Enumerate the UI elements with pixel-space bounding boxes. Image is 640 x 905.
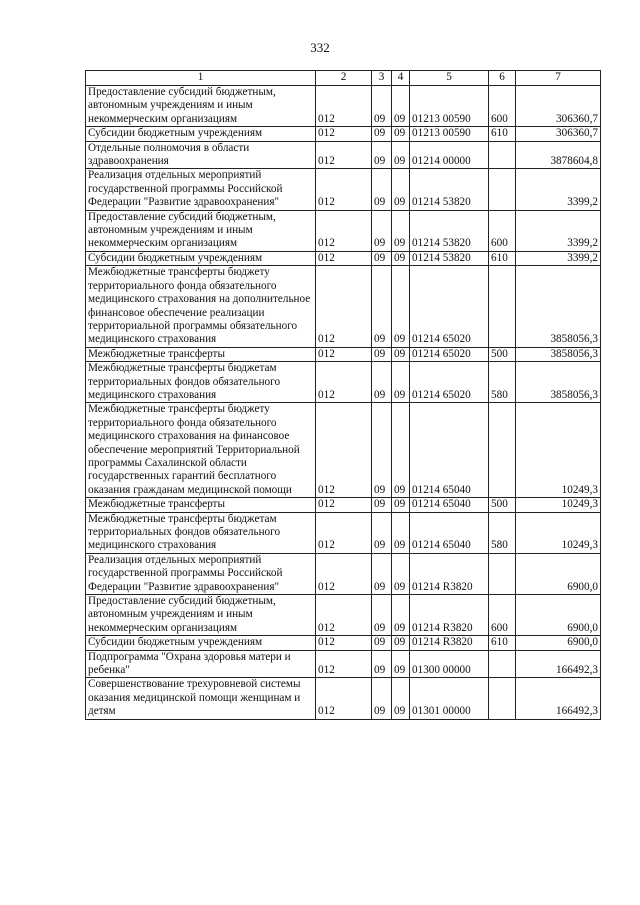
table-header <box>86 71 601 86</box>
cell-expense-type <box>489 553 516 594</box>
table-row <box>86 678 601 719</box>
cell-grbs: 012 <box>316 362 372 403</box>
budget-table <box>85 70 601 720</box>
cell-target-item: 01300 00000 <box>410 650 489 678</box>
cell-name: Предоставление субсидий бюджетным, автономным учреждениям и иным некоммерческим организациям <box>86 86 316 127</box>
cell-subsection: 09 <box>392 498 410 512</box>
cell-target-item: 01214 65040 <box>410 498 489 512</box>
cell-expense-type <box>489 141 516 169</box>
table-row <box>86 403 601 498</box>
cell-section: 09 <box>372 595 392 636</box>
table-row <box>86 127 601 141</box>
cell-grbs: 012 <box>316 127 372 141</box>
cell-section: 09 <box>372 403 392 498</box>
header-col-3: 3 <box>372 71 392 86</box>
cell-target-item: 01214 R3820 <box>410 553 489 594</box>
table-row <box>86 251 601 265</box>
cell-grbs: 012 <box>316 251 372 265</box>
cell-section: 09 <box>372 512 392 553</box>
cell-subsection: 09 <box>392 266 410 347</box>
cell-name: Предоставление субсидий бюджетным, автономным учреждениям и иным некоммерческим организациям <box>86 595 316 636</box>
cell-expense-type: 600 <box>489 595 516 636</box>
cell-subsection: 09 <box>392 553 410 594</box>
cell-name: Межбюджетные трансферты бюджету территориального фонда обязательного медицинского страхования на дополнительное финансовое обеспечение реализации территориальной программы обязательного медицинского страхования <box>86 266 316 347</box>
cell-grbs: 012 <box>316 169 372 210</box>
cell-section: 09 <box>372 266 392 347</box>
cell-section: 09 <box>372 210 392 251</box>
cell-subsection: 09 <box>392 169 410 210</box>
cell-expense-type <box>489 266 516 347</box>
table-row <box>86 347 601 361</box>
table-row <box>86 650 601 678</box>
cell-expense-type: 600 <box>489 210 516 251</box>
cell-name: Подпрограмма "Охрана здоровья матери и ребенка" <box>86 650 316 678</box>
cell-name: Межбюджетные трансферты <box>86 498 316 512</box>
header-col-7: 7 <box>516 71 601 86</box>
cell-grbs: 012 <box>316 595 372 636</box>
cell-amount: 6900,0 <box>516 636 601 650</box>
cell-target-item: 01214 65040 <box>410 512 489 553</box>
table-row <box>86 595 601 636</box>
cell-subsection: 09 <box>392 127 410 141</box>
cell-grbs: 012 <box>316 553 372 594</box>
cell-amount: 3878604,8 <box>516 141 601 169</box>
header-col-2: 2 <box>316 71 372 86</box>
table-row <box>86 210 601 251</box>
cell-amount: 3399,2 <box>516 210 601 251</box>
cell-subsection: 09 <box>392 595 410 636</box>
cell-target-item: 01214 65040 <box>410 403 489 498</box>
cell-section: 09 <box>372 86 392 127</box>
cell-subsection: 09 <box>392 362 410 403</box>
cell-amount: 306360,7 <box>516 86 601 127</box>
table-row <box>86 498 601 512</box>
cell-name: Субсидии бюджетным учреждениям <box>86 251 316 265</box>
cell-amount: 306360,7 <box>516 127 601 141</box>
cell-name: Реализация отдельных мероприятий государственной программы Российской Федерации "Развитие здравоохранения" <box>86 553 316 594</box>
cell-name: Реализация отдельных мероприятий государственной программы Российской Федерации "Развитие здравоохранения" <box>86 169 316 210</box>
cell-section: 09 <box>372 251 392 265</box>
cell-name: Отдельные полномочия в области здравоохранения <box>86 141 316 169</box>
cell-target-item: 01214 65020 <box>410 266 489 347</box>
cell-expense-type: 580 <box>489 512 516 553</box>
cell-target-item: 01301 00000 <box>410 678 489 719</box>
cell-grbs: 012 <box>316 650 372 678</box>
cell-grbs: 012 <box>316 266 372 347</box>
table-row <box>86 512 601 553</box>
cell-target-item: 01214 53820 <box>410 251 489 265</box>
cell-amount: 6900,0 <box>516 595 601 636</box>
cell-amount: 166492,3 <box>516 678 601 719</box>
cell-amount: 3399,2 <box>516 169 601 210</box>
cell-grbs: 012 <box>316 678 372 719</box>
cell-subsection: 09 <box>392 678 410 719</box>
cell-subsection: 09 <box>392 636 410 650</box>
cell-section: 09 <box>372 553 392 594</box>
cell-expense-type: 500 <box>489 498 516 512</box>
cell-expense-type <box>489 403 516 498</box>
cell-section: 09 <box>372 498 392 512</box>
cell-amount: 166492,3 <box>516 650 601 678</box>
cell-subsection: 09 <box>392 141 410 169</box>
cell-name: Межбюджетные трансферты бюджетам территориальных фондов обязательного медицинского страхования <box>86 512 316 553</box>
header-col-6: 6 <box>489 71 516 86</box>
cell-section: 09 <box>372 362 392 403</box>
header-row <box>86 71 601 86</box>
cell-subsection: 09 <box>392 650 410 678</box>
cell-expense-type: 610 <box>489 636 516 650</box>
cell-expense-type <box>489 169 516 210</box>
cell-expense-type <box>489 650 516 678</box>
cell-target-item: 01214 00000 <box>410 141 489 169</box>
cell-amount: 3858056,3 <box>516 266 601 347</box>
cell-section: 09 <box>372 636 392 650</box>
cell-expense-type: 580 <box>489 362 516 403</box>
table-row <box>86 141 601 169</box>
cell-amount: 3858056,3 <box>516 347 601 361</box>
cell-target-item: 01214 53820 <box>410 169 489 210</box>
cell-expense-type: 600 <box>489 86 516 127</box>
cell-expense-type: 610 <box>489 127 516 141</box>
cell-target-item: 01214 65020 <box>410 362 489 403</box>
cell-name: Субсидии бюджетным учреждениям <box>86 127 316 141</box>
table-row <box>86 169 601 210</box>
cell-expense-type: 500 <box>489 347 516 361</box>
table-row <box>86 636 601 650</box>
cell-grbs: 012 <box>316 498 372 512</box>
header-col-1: 1 <box>86 71 316 86</box>
cell-name: Совершенствование трехуровневой системы оказания медицинской помощи женщинам и детям <box>86 678 316 719</box>
page-number: 332 <box>310 40 330 55</box>
cell-subsection: 09 <box>392 403 410 498</box>
table-body <box>86 86 601 720</box>
cell-target-item: 01213 00590 <box>410 127 489 141</box>
cell-subsection: 09 <box>392 210 410 251</box>
cell-expense-type: 610 <box>489 251 516 265</box>
table-row <box>86 266 601 347</box>
cell-name: Субсидии бюджетным учреждениям <box>86 636 316 650</box>
cell-target-item: 01214 65020 <box>410 347 489 361</box>
cell-section: 09 <box>372 678 392 719</box>
cell-grbs: 012 <box>316 512 372 553</box>
cell-grbs: 012 <box>316 403 372 498</box>
table-row <box>86 553 601 594</box>
cell-name: Межбюджетные трансферты бюджетам территориальных фондов обязательного медицинского страхования <box>86 362 316 403</box>
header-col-4: 4 <box>392 71 410 86</box>
cell-target-item: 01214 R3820 <box>410 595 489 636</box>
cell-name: Межбюджетные трансферты <box>86 347 316 361</box>
cell-section: 09 <box>372 127 392 141</box>
header-col-5: 5 <box>410 71 489 86</box>
cell-subsection: 09 <box>392 86 410 127</box>
cell-grbs: 012 <box>316 347 372 361</box>
cell-section: 09 <box>372 650 392 678</box>
cell-target-item: 01213 00590 <box>410 86 489 127</box>
cell-section: 09 <box>372 169 392 210</box>
cell-amount: 10249,3 <box>516 403 601 498</box>
cell-grbs: 012 <box>316 210 372 251</box>
cell-grbs: 012 <box>316 636 372 650</box>
table-row <box>86 86 601 127</box>
cell-expense-type <box>489 678 516 719</box>
cell-amount: 10249,3 <box>516 498 601 512</box>
cell-amount: 6900,0 <box>516 553 601 594</box>
table-row <box>86 362 601 403</box>
cell-name: Межбюджетные трансферты бюджету территориального фонда обязательного медицинского страхования на финансовое обеспечение мероприятий Территориальной программы Сахалинской области государственных гарантий бесплатного оказания гражданам медицинской помощи <box>86 403 316 498</box>
cell-grbs: 012 <box>316 141 372 169</box>
cell-section: 09 <box>372 141 392 169</box>
cell-grbs: 012 <box>316 86 372 127</box>
cell-amount: 10249,3 <box>516 512 601 553</box>
cell-amount: 3399,2 <box>516 251 601 265</box>
cell-target-item: 01214 R3820 <box>410 636 489 650</box>
cell-subsection: 09 <box>392 347 410 361</box>
cell-subsection: 09 <box>392 251 410 265</box>
cell-subsection: 09 <box>392 512 410 553</box>
cell-name: Предоставление субсидий бюджетным, автономным учреждениям и иным некоммерческим организациям <box>86 210 316 251</box>
cell-amount: 3858056,3 <box>516 362 601 403</box>
cell-section: 09 <box>372 347 392 361</box>
cell-target-item: 01214 53820 <box>410 210 489 251</box>
